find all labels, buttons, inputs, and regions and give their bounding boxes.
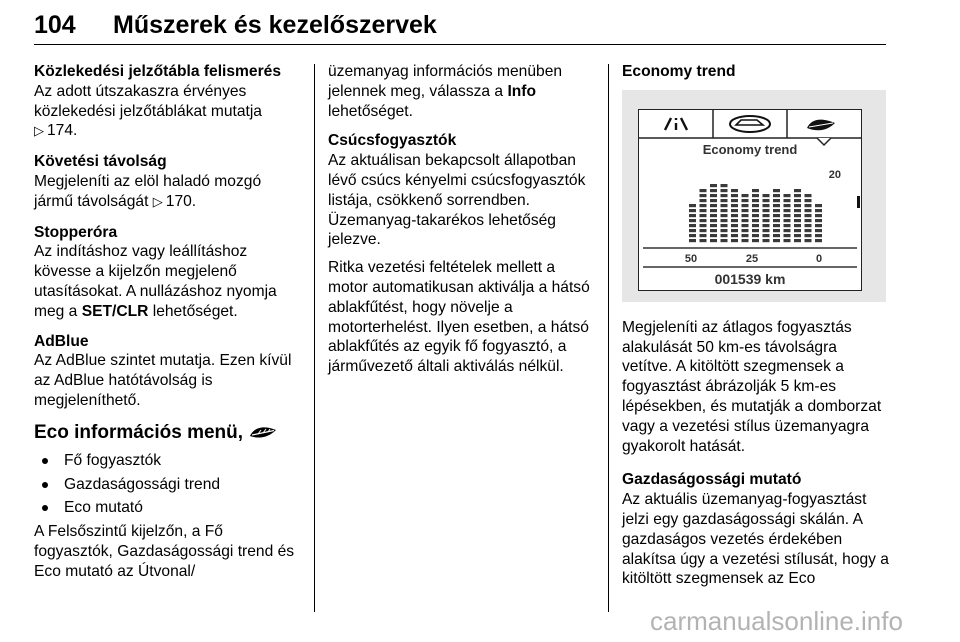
column-left	[34, 62, 304, 582]
adblue-text: Az AdBlue szintet mutatja. Ezen kívül az AdBlue hatótávolság is megjeleníthető.	[34, 352, 292, 409]
trend-bar	[794, 189, 801, 242]
x-label: 25	[745, 252, 759, 265]
economy-trend-heading: Economy trend	[622, 63, 736, 80]
traffic-sign-text: Az adott útszakaszra érvényes közlekedési jelzőtáblákat mutatja ▷ 174.	[34, 82, 262, 140]
info-button-label: Info	[507, 82, 537, 100]
trend-bar	[689, 204, 696, 242]
display-screen	[638, 109, 862, 291]
page-title: Műszerek és kezelőszervek	[113, 11, 437, 39]
x-label: 50	[684, 252, 698, 265]
x-label: 0	[815, 252, 823, 265]
trend-bar	[710, 184, 717, 242]
trend-bar	[784, 194, 791, 242]
rear-window-heating-text: Ritka vezetési feltételek mellett a motor automatikusan aktiválja a hátsó ablakfűtést, hogy növelje a motorterhelést. Ilyen esetben, a hátsó ablakfűtés az egyik fő fogyasztó, a járművezető általi aktiválás nélkül.	[328, 259, 590, 376]
stopwatch-heading: Stopperóra	[34, 223, 118, 241]
eco-menu-heading: Eco információs menü,	[34, 421, 304, 445]
page-header	[34, 4, 886, 45]
trend-bar	[721, 184, 728, 242]
following-distance-heading: Követési távolság	[34, 153, 167, 171]
trend-bar	[752, 189, 759, 242]
trend-bar	[763, 194, 770, 242]
odometer-readout: 001539 km	[714, 270, 786, 287]
list-item: Gazdaságossági trend	[34, 475, 304, 495]
page-ref-arrow-icon: ▷	[34, 124, 44, 140]
eco-menu-text: A Felsőszintű kijelzőn, a Fő fogyasztók, Gazdaságossági trend és Eco mutató az Útvonal/	[34, 523, 295, 580]
list-item: Fő fogyasztók	[34, 451, 304, 471]
list-item: Eco mutató	[34, 498, 304, 518]
following-distance-text: Megjeleníti az elöl haladó mozgó jármű távolságát ▷ 170.	[34, 172, 262, 210]
trend-bar	[700, 189, 707, 242]
trend-bar	[731, 189, 738, 242]
scale-top-label: 20	[828, 168, 841, 181]
page-ref[interactable]: 174.	[47, 122, 78, 140]
trend-bar	[805, 194, 812, 242]
stopwatch-text: Az indításhoz vagy leállításhoz kövesse a kijelzőn megjelenő utasításokat. A nullázáshoz nyomja meg a SET/CLR lehetőséget.	[34, 243, 277, 320]
trend-bars	[689, 184, 822, 242]
trend-bar	[773, 189, 780, 242]
display-graphic	[639, 110, 861, 290]
peak-consumers-text: Az aktuálisan bekapcsolt állapotban lévő csúcs kényelmi csúcsfogyasztók listája, csökkenő sorrendben. Üzemanyag-takarékos lehetőség jelezve.	[328, 152, 586, 249]
peak-consumers-heading: Csúcsfogyasztók	[328, 132, 457, 150]
trend-bar	[742, 194, 749, 242]
adblue-heading: AdBlue	[34, 332, 89, 350]
economy-trend-figure	[622, 90, 886, 302]
column-divider	[314, 64, 315, 612]
traffic-sign-heading: Közlekedési jelzőtábla felismerés	[34, 63, 282, 80]
column-right	[622, 62, 890, 589]
eco-menu-list	[34, 451, 304, 518]
page-ref[interactable]: 170.	[165, 192, 197, 210]
economy-trend-text: Megjeleníti az átlagos fogyasztás alakulását 50 km-es távolságra vetítve. A kitöltött szegmensek a fogyasztást ábrázolják 5 km-es lépésekben, és mutatják a domborzat vagy a vezetési stílus üzemanyagra gyakorolt hatását.	[622, 318, 882, 455]
page-ref-arrow-icon: ▷	[152, 194, 163, 210]
column-middle	[328, 62, 596, 377]
column-divider	[608, 64, 609, 612]
info-intro-text: üzemanyag információs menüben jelennek meg, válassza a Info lehetőséget.	[328, 63, 563, 120]
screen-title: Economy trend	[702, 141, 798, 157]
economy-indicator-heading: Gazdaságossági mutató	[622, 471, 802, 489]
trend-bar	[815, 204, 822, 242]
watermark: carmanualsonline.info	[650, 606, 903, 636]
eco-leaf-icon	[248, 424, 278, 440]
scroll-indicator	[857, 196, 860, 208]
set-clr-button-label: SET/CLR	[81, 302, 149, 320]
economy-indicator-text: Az aktuális üzemanyag-fogyasztást jelzi egy gazdaságossági skálán. A gazdaságos vezetés érdekében alakítsa úgy a vezetési stílusát, hogy a kitöltött szegmensek az Eco	[622, 491, 889, 588]
page-number: 104	[34, 11, 76, 39]
